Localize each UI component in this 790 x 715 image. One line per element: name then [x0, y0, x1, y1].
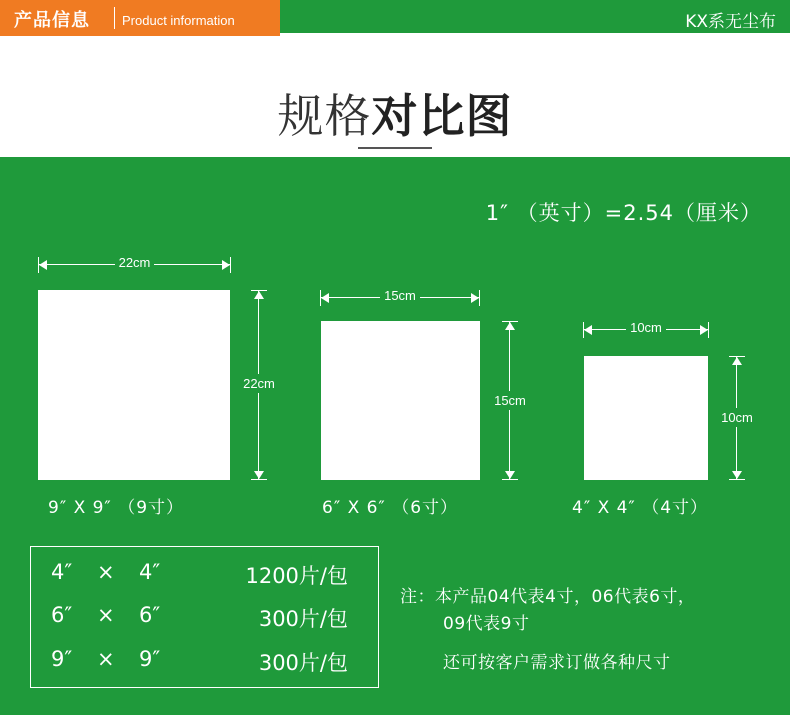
size-b: 6″	[139, 603, 161, 627]
square-6-inch	[321, 321, 480, 480]
pack-quantity: 300片/包	[258, 607, 348, 631]
size-caption-9: 9″ X 9″ （9寸）	[48, 498, 185, 518]
size-a: 4″	[51, 560, 73, 584]
height-label-4: 10cm	[721, 410, 753, 425]
pack-quantity: 300片/包	[258, 651, 348, 675]
quantity-row	[31, 560, 378, 590]
height-label-9: 22cm	[243, 376, 275, 391]
quantity-row	[31, 647, 378, 677]
note-line-2: 09代表9寸	[443, 614, 530, 634]
page-title	[0, 80, 790, 146]
size-b: 9″	[139, 647, 161, 671]
square-9-inch	[38, 290, 230, 480]
times-sign: ×	[97, 560, 115, 584]
width-label-6: 15cm	[380, 288, 420, 303]
header-tab-title: 产品信息	[14, 10, 90, 31]
page-title-normal: 规格	[277, 89, 372, 143]
size-a: 6″	[51, 603, 73, 627]
height-label-6: 15cm	[494, 393, 526, 408]
unit-conversion: 1″ （英寸）=2.54（厘米）	[485, 201, 762, 225]
times-sign: ×	[97, 647, 115, 671]
header-tab-subtitle: Product information	[122, 13, 235, 28]
header-divider	[114, 7, 115, 29]
width-dimension-9	[38, 257, 231, 273]
width-label-4: 10cm	[626, 320, 666, 335]
height-dimension-4	[721, 356, 753, 480]
times-sign: ×	[97, 603, 115, 627]
page-title-bold: 对比图	[371, 89, 513, 143]
quantity-row	[31, 603, 378, 633]
width-dimension-6	[320, 290, 480, 306]
height-dimension-9	[243, 290, 275, 480]
quantity-table	[30, 546, 379, 688]
width-label-9: 22cm	[115, 255, 155, 270]
title-underline	[358, 147, 432, 149]
note-line-1: 注：本产品04代表4寸，06代表6寸，	[400, 587, 696, 607]
height-dimension-6	[494, 321, 526, 480]
size-a: 9″	[51, 647, 73, 671]
size-caption-6: 6″ X 6″ （6寸）	[322, 498, 459, 518]
size-b: 4″	[139, 560, 161, 584]
size-caption-4: 4″ X 4″ （4寸）	[572, 498, 709, 518]
header-tab	[0, 0, 280, 36]
pack-quantity: 1200片/包	[245, 564, 348, 588]
square-4-inch	[584, 356, 708, 480]
product-series-label: KX系无尘布	[685, 12, 776, 32]
width-dimension-4	[583, 322, 709, 338]
note-line-3: 还可按客户需求订做各种尺寸	[443, 653, 671, 673]
